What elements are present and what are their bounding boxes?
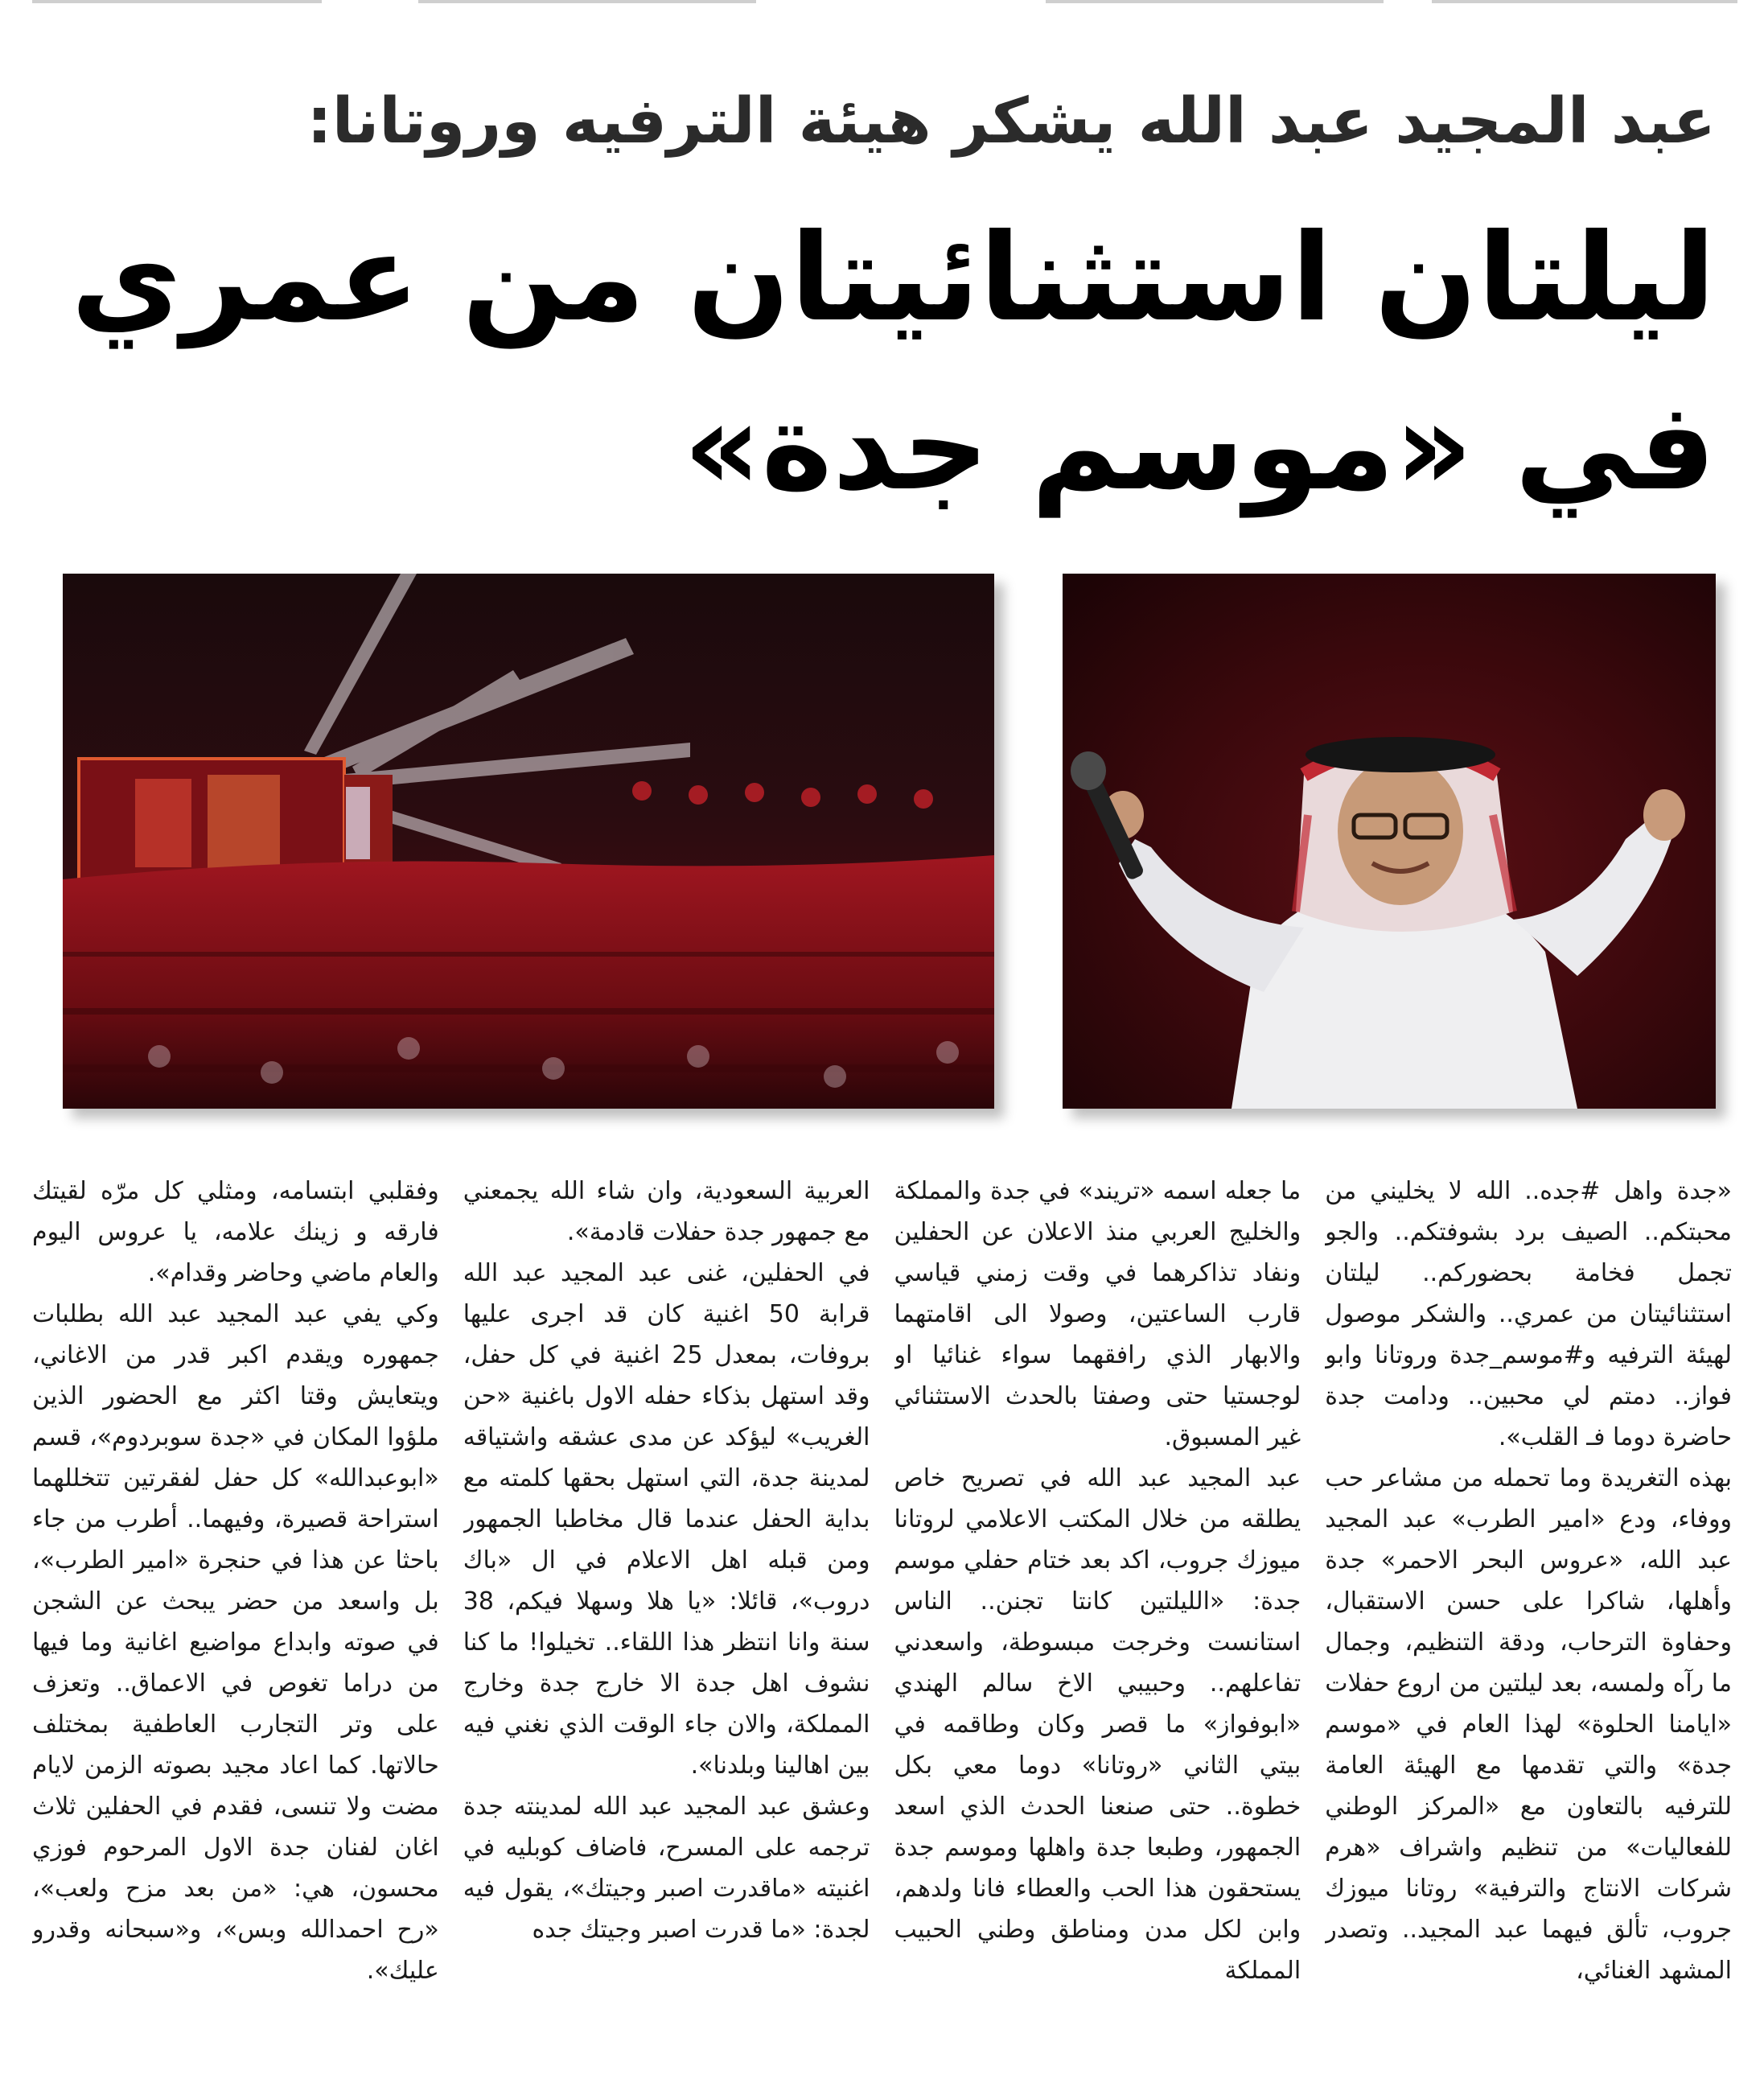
article-paragraph: بهذه التغريدة وما تحمله من مشاعر حب ووفاء، ودع «امير الطرب» عبد المجيد عبد الله، «عروس البحر الاحمر» جدة وأهلها، شاكرا على حسن الاستقبال، وحفاوة الترحاب، ودقة التنظيم، وجمال ما رآه ولمسه، بعد ليلتين من اروع حفلات «ايامنا الحلوة» لهذا العام في «موسم جدة» والتي تقدمها مع الهيئة العامة للترفيه بالتعاون مع «المركز الوطني للفعاليات» من تنظيم واشراف «هرم شركات الانتاج والترفية» روتانا ميوزك جروب، تألق فيهما عبد المجيد.. وتصدر المشهد الغنائي، [1325,1464,1732,1985]
article-headline-line1: ليلتان استثنائيتان من عمري [71,208,1716,348]
article-kicker: عبد المجيد عبد الله يشكر هيئة الترفيه وروتانا: [306,85,1716,158]
top-rule [0,0,1764,5]
article-column-1 [1325,1171,1732,2072]
article-paragraph: العربية السعودية، وان شاء الله يجمعني مع جمهور جدة حفلات قادمة». [463,1177,870,1246]
article-paragraph: وعشق عبد المجيد عبد الله لمدينته جدة ترجمه على المسرح، فاضاف كوبليه في اغنيته «ماقدرت اصبر وجيتك»، يقول فيه لجدة: «ما قدرت اصبر وجيتك جده [463,1793,870,1944]
article-body [32,1171,1732,2072]
article-paragraph: ما جعله اسمه «تريند» في جدة والمملكة والخليج العربي منذ الاعلان عن الحفلين ونفاد تذاكرهما في وقت زمني قياسي قارب الساعتين، وصولا الى اقامتهما والابهار الذي رافقهما سواء غنائيا او لوجستيا حتى وصفتا بالحدث الاستثنائي غير المسبوق. [894,1177,1301,1451]
singer-photo-illustration [1063,574,1716,1109]
article-column-3 [463,1171,870,2072]
article-headline-line2: في «موسم جدة» [683,377,1716,517]
article-paragraph: وكي يفي عبد المجيد عبد الله بطلبات جمهوره ويقدم اكبر قدر من الاغاني، ويتعايش وقتا اكثر مع الحضور الذين ملؤوا المكان في «جدة سوبردوم»، قسم «ابوعبدالله» كل حفل لفقرتين تتخللهما استراحة قصيرة، وفيهما.. أطرب من جاء باحثا عن هذا في حنجرة «امير الطرب»، بل واسعد من حضر يبحث عن الشجن في صوته وابداع مواضيع اغانية وما فيها من دراما تغوص في الاعماق.. وتعزف على وتر التجارب العاطفية بمختلف حالاتها. كما اعاد مجيد بصوته الزمن لايام مضت ولا تنسى، فقدم في الحفلين ثلاث اغان لفنان جدة الاول المرحوم فوزي محسون، هي: «من بعد مزح ولعب»، «رح احمدالله وبس»، و«سبحانه وقدرو عليك». [32,1300,439,1985]
crowd-photo-illustration [63,574,994,1109]
article-paragraph: «جدة واهل #جده.. الله لا يخليني من محبتكم.. الصيف برد بشوفتكم.. والجو تجمل فخامة بحضوركم.. ليلتان استثنائيتان من عمري.. والشكر موصول لهيئة الترفيه و#موسم_جدة وروتانا وابو فواز.. دمتم لي محبين.. ودامت جدة حاضرة دوما فـ القلب». [1325,1177,1732,1451]
article-column-2 [894,1171,1301,2072]
article-paragraph: في الحفلين، غنى عبد المجيد عبد الله قرابة 50 اغنية كان قد اجرى عليها بروفات، بمعدل 25 اغنية في كل حفل، وقد استهل بذكاء حفله الاول باغنية «حن الغريب» ليؤكد عن مدى عشقه واشتياقه لمدينة جدة، التي استهل بحقها كلمته مع بداية الحفل عندما قال مخاطبا الجمهور ومن قبله اهل الاعلام في ال «باك دروب»، قائلا: «يا هلا وسهلا فيكم، 38 سنة وانا انتظر هذا اللقاء.. تخيلوا! ما كنا نشوف اهل جدة الا خارج جدة وخارج المملكة، والان جاء الوقت الذي نغني فيه بين اهالينا وبلدنا». [463,1259,870,1780]
article-column-4 [32,1171,439,2072]
crowd-photo [63,574,994,1109]
article-paragraph: وفقلبي ابتسامه، ومثلي كل مرّه لقيتك فارقه و زينك علامه، يا عروس اليوم والعام ماضي وحاضر وقدام». [32,1177,439,1287]
article-paragraph: عبد المجيد عبد الله في تصريح خاص يطلقه من خلال المكتب الاعلامي لروتانا ميوزك جروب، اكد بعد ختام حفلي موسم جدة: «الليلتين كانتا تجنن.. الناس استانست وخرجت مبسوطة، واسعدني تفاعلهم.. وحبيبي الاخ سالم الهندي «ابوفواز» ما قصر وكان وطاقمه في بيتي الثاني «روتانا» دوما معي بكل خطوة.. حتى صنعنا الحدث الذي اسعد الجمهور، وطبعا جدة واهلها وموسم جدة يستحقون هذا الحب والعطاء فانا ولدهم، وابن لكل مدن ومناطق وطني الحبيب المملكة [894,1464,1301,1985]
singer-photo [1063,574,1716,1109]
